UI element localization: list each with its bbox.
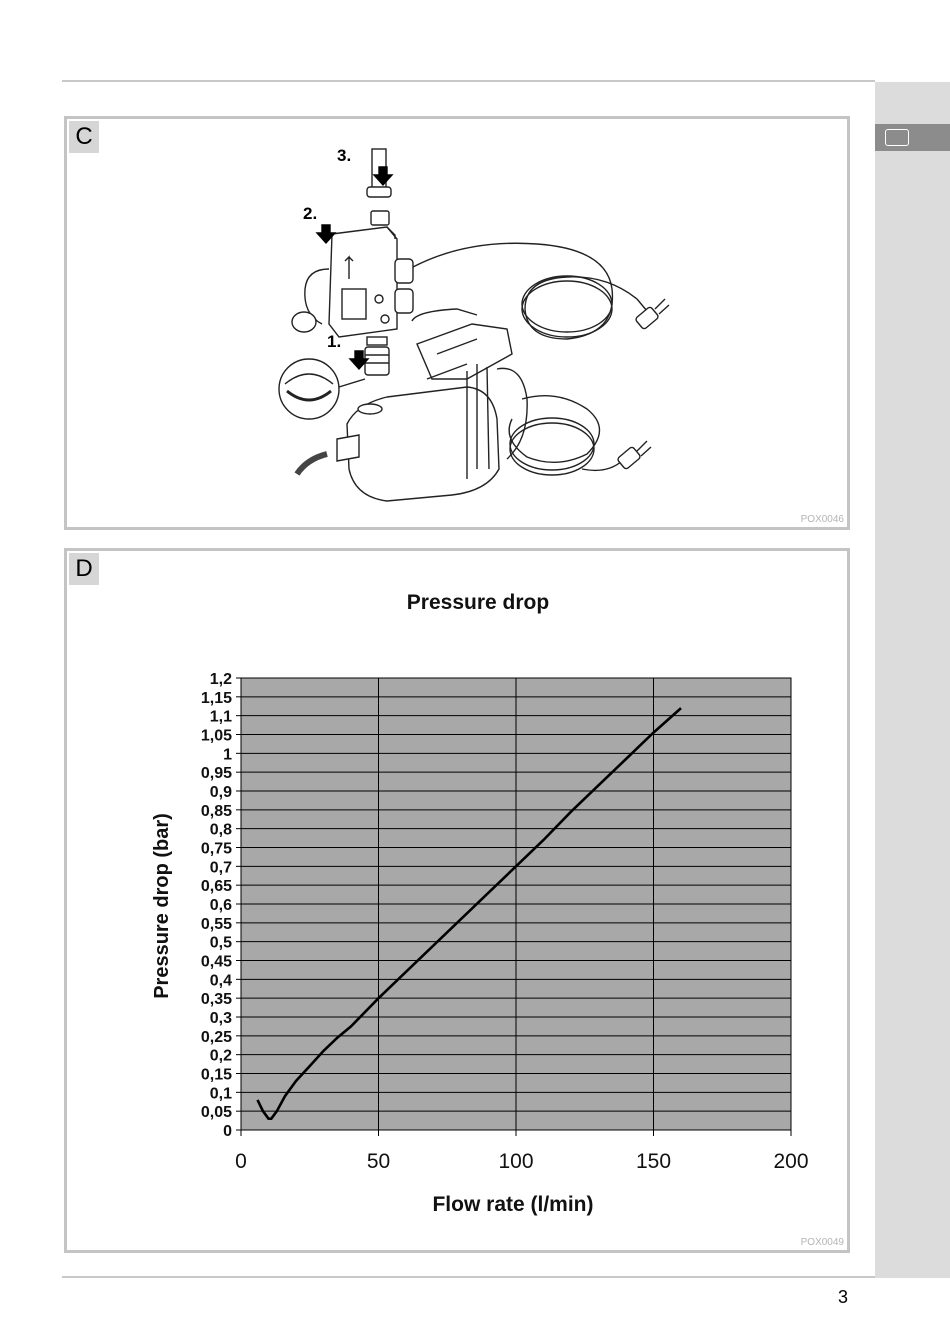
y-tick-label: 0,65: [200, 878, 232, 896]
y-tick-label: 0,8: [209, 821, 232, 839]
y-tick-label: 0,35: [200, 991, 232, 1009]
y-tick-label: 0,1: [209, 1085, 232, 1103]
x-tick-label: 200: [773, 1150, 809, 1173]
chart-title: Pressure drop: [406, 591, 550, 614]
y-tick-label: 0,4: [209, 972, 232, 990]
y-tick-label: 1: [223, 746, 232, 764]
y-tick-label: 0,9: [209, 784, 232, 801]
x-tick-label: 50: [366, 1150, 391, 1173]
y-tick-label: 1,15: [200, 689, 232, 707]
y-tick-label: 0: [223, 1123, 232, 1140]
connector-icon: [365, 337, 389, 375]
y-tick-label: 0,5: [209, 934, 232, 952]
figure-code-d: POX0049: [800, 1237, 844, 1248]
x-axis-ticks: [235, 1130, 808, 1173]
y-tick-label: 0,55: [200, 915, 232, 933]
y-axis-ticks: [201, 671, 241, 1140]
language-box-icon: [885, 129, 909, 146]
panel-letter-d: D: [69, 553, 99, 585]
y-tick-label: 0,7: [209, 859, 232, 877]
pipe-icon: [367, 149, 391, 225]
top-rule: [62, 80, 875, 82]
y-tick-label: 0,85: [200, 802, 232, 820]
y-tick-label: 0,15: [200, 1066, 232, 1084]
y-tick-label: 1,1: [209, 708, 232, 726]
step-1-label: 1.: [327, 332, 342, 351]
language-tab: [875, 124, 950, 151]
x-tick-label: 100: [498, 1150, 534, 1173]
page-number: 3: [838, 1287, 849, 1307]
y-tick-label: 1,05: [200, 727, 232, 745]
y-tick-label: 0,95: [200, 765, 232, 783]
y-tick-label: 0,05: [200, 1104, 232, 1122]
x-tick-label: 150: [635, 1150, 672, 1173]
y-tick-label: 0,2: [209, 1047, 232, 1065]
panel-d: [64, 548, 850, 1253]
step-2-label: 2.: [303, 204, 318, 223]
bottom-rule: [62, 1276, 875, 1278]
pressure-controller-icon: [292, 227, 413, 337]
x-axis-label: Flow rate (l/min): [432, 1193, 594, 1216]
panel-c: [64, 116, 850, 530]
pump-installation-illustration: [267, 139, 747, 519]
step-3-label: 3.: [337, 146, 352, 165]
y-axis-label: Pressure drop (bar): [151, 813, 173, 999]
filter-detail-icon: [279, 359, 365, 419]
y-tick-label: 0,6: [209, 897, 232, 914]
side-strip: [875, 82, 950, 1278]
y-tick-label: 1,2: [209, 671, 232, 688]
y-tick-label: 0,25: [200, 1028, 232, 1046]
y-tick-label: 0,75: [200, 840, 232, 858]
y-tick-label: 0,45: [200, 953, 232, 971]
y-tick-label: 0,3: [209, 1010, 232, 1027]
x-tick-label: 0: [235, 1150, 247, 1173]
pressure-drop-chart: [67, 551, 847, 1250]
panel-letter-c: C: [69, 121, 99, 153]
figure-code-c: POX0046: [800, 514, 844, 525]
